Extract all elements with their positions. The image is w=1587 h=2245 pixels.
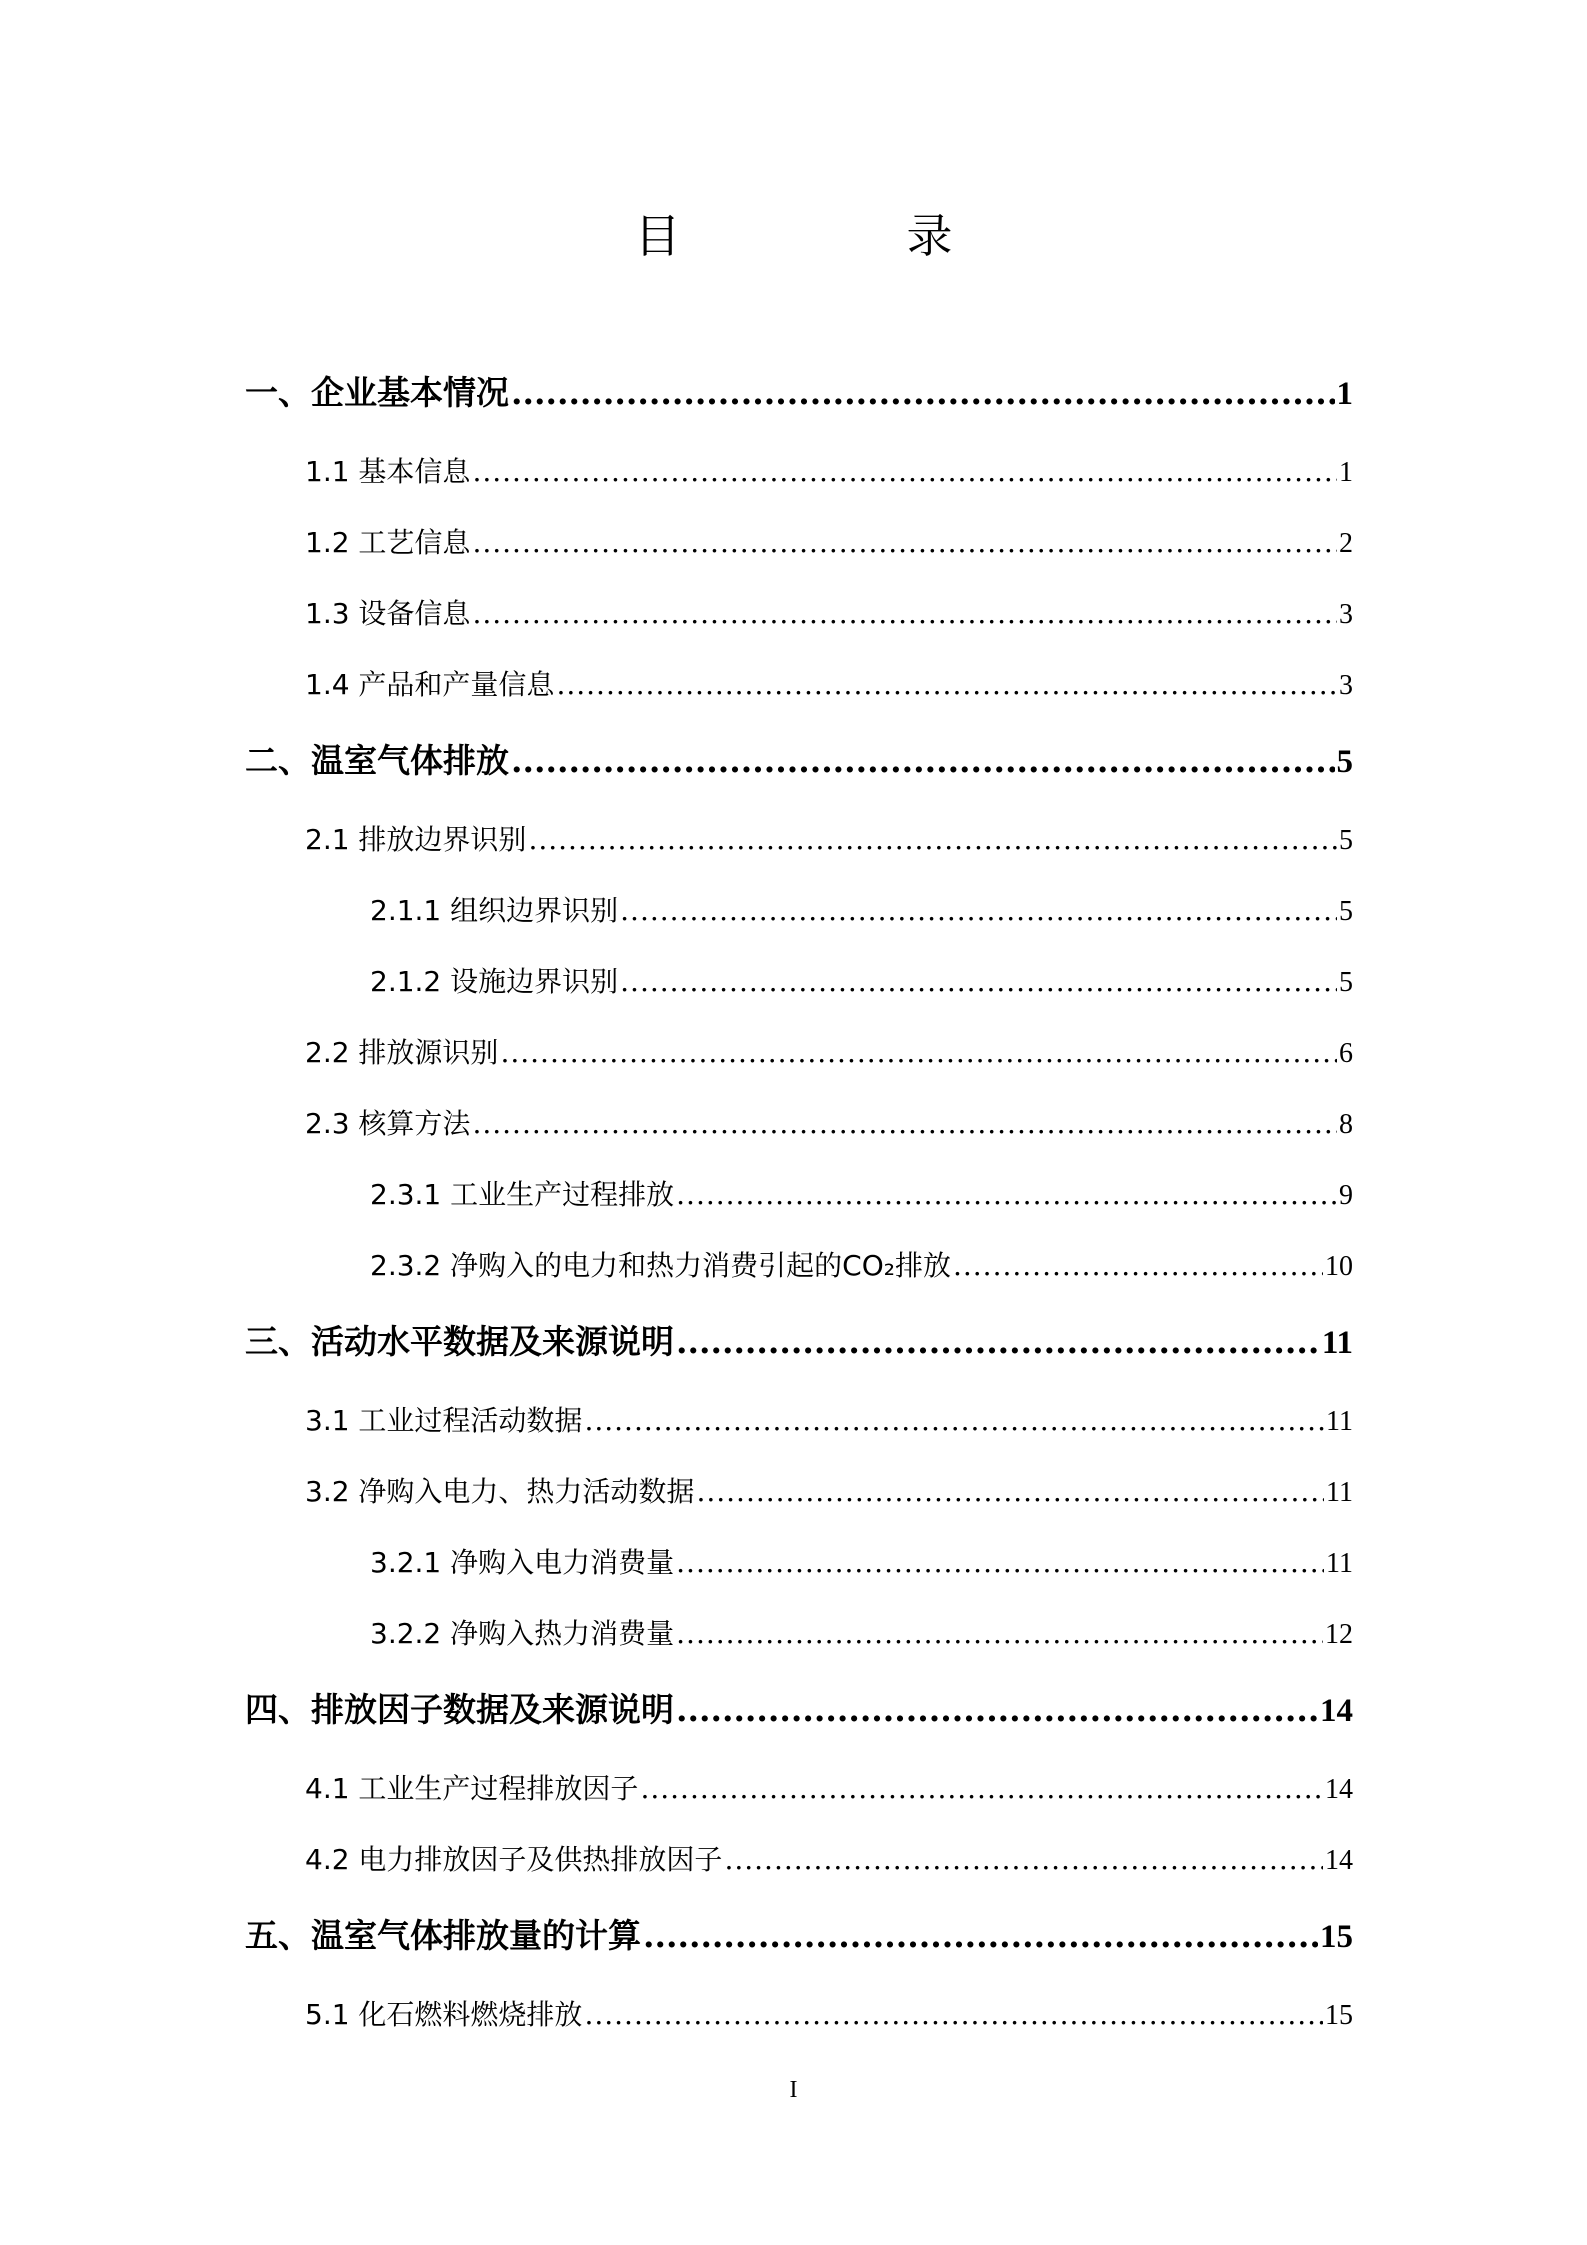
toc-leader <box>676 1178 1337 1211</box>
toc-entry-label: 2.1.1 组织边界识别 <box>370 894 619 927</box>
toc-entry-page: 5 <box>1339 825 1353 856</box>
toc-entry[interactable] <box>370 1244 1353 1284</box>
toc-entry[interactable] <box>305 818 1353 858</box>
toc-leader <box>620 894 1337 927</box>
toc-entry-label: 4.1 工业生产过程排放因子 <box>305 1772 639 1805</box>
toc-leader <box>584 1998 1323 2031</box>
toc-entry[interactable] <box>305 1031 1353 1071</box>
toc-entry-label: 一、企业基本情况 <box>245 373 509 412</box>
toc-entry[interactable] <box>370 1541 1353 1581</box>
toc-entry-label: 二、温室气体排放 <box>245 741 509 780</box>
toc-entry[interactable] <box>245 367 1353 414</box>
toc-entry-label: 3.1 工业过程活动数据 <box>305 1404 583 1437</box>
toc-entry-label: 2.1 排放边界识别 <box>305 823 527 856</box>
toc-entry-page: 3 <box>1339 670 1353 701</box>
toc-entry-page: 15 <box>1320 1919 1353 1955</box>
toc-leader <box>556 668 1337 701</box>
toc-leader <box>620 965 1337 998</box>
toc-entry-page: 5 <box>1336 744 1353 780</box>
toc-entry-label: 三、活动水平数据及来源说明 <box>245 1322 674 1361</box>
toc-entry-page: 14 <box>1325 1845 1353 1876</box>
toc-entry[interactable] <box>245 1684 1353 1731</box>
toc-entry-page: 2 <box>1339 528 1353 559</box>
toc-entry-page: 3 <box>1339 599 1353 630</box>
toc-leader <box>643 1916 1318 1955</box>
toc-entry-label: 1.4 产品和产量信息 <box>305 668 555 701</box>
toc-entry-page: 11 <box>1321 1325 1353 1361</box>
toc-entry-page: 5 <box>1339 967 1353 998</box>
toc-entry[interactable] <box>370 1612 1353 1652</box>
toc-leader <box>528 823 1337 856</box>
toc-entry-page: 11 <box>1326 1406 1353 1437</box>
toc-entry-label: 1.2 工艺信息 <box>305 526 471 559</box>
toc-entry[interactable] <box>305 1470 1353 1510</box>
toc-leader <box>584 1404 1324 1437</box>
toc-entry-label: 3.2.1 净购入电力消费量 <box>370 1546 675 1579</box>
toc-entry[interactable] <box>305 592 1353 632</box>
page-title: 目 录 <box>634 209 1043 263</box>
toc-entry-label: 2.3.2 净购入的电力和热力消费引起的CO₂排放 <box>370 1249 951 1282</box>
toc-entry-label: 5.1 化石燃料燃烧排放 <box>305 1998 583 2031</box>
toc-entry[interactable] <box>370 889 1353 929</box>
toc-leader <box>500 1036 1337 1069</box>
toc-entry-label: 4.2 电力排放因子及供热排放因子 <box>305 1843 723 1876</box>
toc-entry-page: 6 <box>1339 1038 1353 1069</box>
toc-leader <box>676 1322 1320 1361</box>
toc-entry[interactable] <box>305 1767 1353 1807</box>
toc-entry-label: 3.2.2 净购入热力消费量 <box>370 1617 675 1650</box>
toc-entry-page: 1 <box>1336 376 1353 412</box>
toc-entry-label: 1.3 设备信息 <box>305 597 471 630</box>
toc-entry-label: 2.3 核算方法 <box>305 1107 471 1140</box>
toc-leader <box>953 1249 1323 1282</box>
toc-entry[interactable] <box>370 960 1353 1000</box>
toc-entry-page: 14 <box>1325 1774 1353 1805</box>
toc-entry-label: 2.1.2 设施边界识别 <box>370 965 619 998</box>
toc-entry[interactable] <box>370 1173 1353 1213</box>
toc-entry-page: 12 <box>1325 1619 1353 1650</box>
toc-leader <box>640 1772 1323 1805</box>
toc-entry-page: 1 <box>1339 457 1353 488</box>
toc-entry-label: 五、温室气体排放量的计算 <box>245 1916 641 1955</box>
toc-entry[interactable] <box>245 735 1353 782</box>
toc-entry[interactable] <box>245 1316 1353 1363</box>
toc-entry-label: 2.3.1 工业生产过程排放 <box>370 1178 675 1211</box>
toc-leader <box>696 1475 1324 1508</box>
toc-entry-page: 11 <box>1326 1477 1353 1508</box>
toc-leader <box>511 373 1335 412</box>
toc-entry-label: 四、排放因子数据及来源说明 <box>245 1690 674 1729</box>
toc-entry-page: 14 <box>1320 1693 1353 1729</box>
toc-entry-label: 3.2 净购入电力、热力活动数据 <box>305 1475 695 1508</box>
toc-leader <box>472 1107 1337 1140</box>
toc-entry[interactable] <box>305 1399 1353 1439</box>
toc-leader <box>511 741 1335 780</box>
toc-leader <box>472 455 1337 488</box>
toc-entry-page: 9 <box>1339 1180 1353 1211</box>
page-number: I <box>789 2077 798 2103</box>
toc-entry[interactable] <box>305 450 1353 490</box>
toc-entry-label: 1.1 基本信息 <box>305 455 471 488</box>
toc-entry[interactable] <box>305 663 1353 703</box>
toc-leader <box>472 526 1337 559</box>
toc-entry[interactable] <box>305 1102 1353 1142</box>
toc-entry-label: 2.2 排放源识别 <box>305 1036 499 1069</box>
toc-leader <box>472 597 1337 630</box>
toc-entry[interactable] <box>245 1910 1353 1957</box>
toc-entry-page: 11 <box>1326 1548 1353 1579</box>
toc-entry-page: 5 <box>1339 896 1353 927</box>
toc-entry[interactable] <box>305 1838 1353 1878</box>
toc-entry-page: 15 <box>1325 2000 1353 2031</box>
toc-entry[interactable] <box>305 521 1353 561</box>
toc-leader <box>676 1546 1324 1579</box>
toc-leader <box>676 1617 1323 1650</box>
toc-leader <box>724 1843 1323 1876</box>
toc-entry[interactable] <box>305 1993 1353 2033</box>
toc-entry-page: 8 <box>1339 1109 1353 1140</box>
toc-entry-page: 10 <box>1325 1251 1353 1282</box>
toc-leader <box>676 1690 1318 1729</box>
